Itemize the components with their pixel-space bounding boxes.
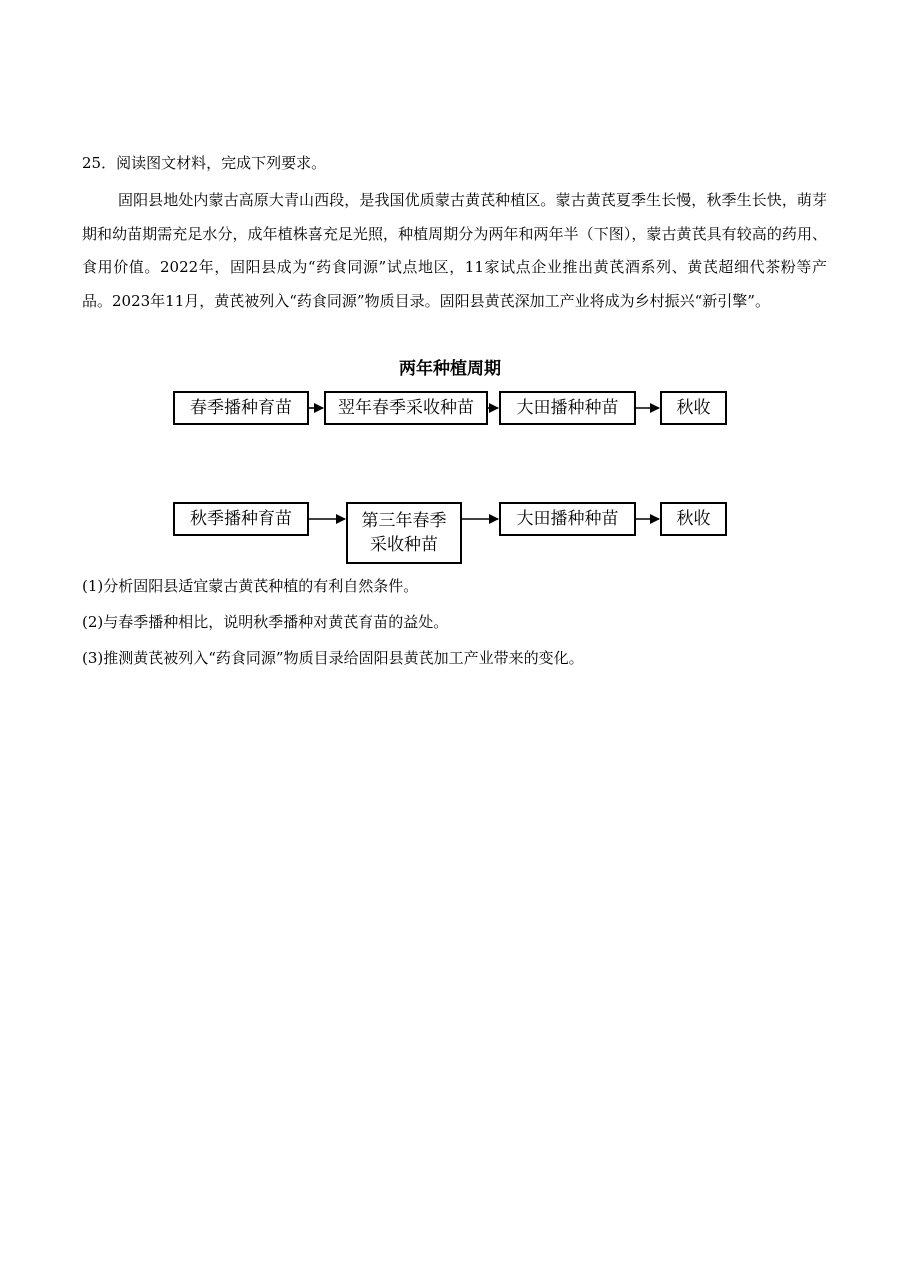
sub-question-2: (2)与春季播种相比，说明秋季播种对黄芪育苗的益处。 bbox=[82, 613, 449, 631]
flow-row2-step2-line1: 第三年春季 bbox=[361, 511, 447, 531]
flow-row2-step2-line2: 采收种苗 bbox=[370, 535, 438, 555]
question-passage: 固阳县地处内蒙古高原大青山西段，是我国优质蒙古黄芪种植区。蒙古黄芪夏季生长慢，秋季生长快，萌芽期和幼苗期需充足水分，成年植株喜充足光照，种植周期分为两年和两年半（下图），蒙古黄芪具有较高的药用、食用价值。2022年，固阳县成为“药食同源”试点地区，11家试点企业推出黄芪酒系列、黄芪超细代茶粉等产品。2023年11月，黄芪被列入“药食同源”物质目录。固阳县黄芪深加工产业将成为乡村振兴“新引擎”。 bbox=[82, 191, 827, 310]
flow-row1-step3: 大田播种种苗 bbox=[499, 391, 636, 425]
flowchart-title: 两年种植周期 bbox=[399, 359, 501, 379]
flow-row1-step2: 翌年春季采收种苗 bbox=[324, 391, 488, 425]
flow-row1-step4: 秋收 bbox=[660, 391, 727, 425]
flow-row2-step2 bbox=[346, 502, 462, 564]
sub-question-1: (1)分析固阳县适宜蒙古黄芪种植的有利自然条件。 bbox=[82, 577, 419, 595]
sub-question-3: (3)推测黄芪被列入“药食同源”物质目录给固阳县黄芪加工产业带来的变化。 bbox=[82, 649, 584, 667]
flow-row2-step1: 秋季播种育苗 bbox=[173, 502, 309, 536]
flow-row1-step1: 春季播种育苗 bbox=[173, 391, 309, 425]
flow-row2-step3: 大田播种种苗 bbox=[499, 502, 636, 536]
question-heading: 25．阅读图文材料，完成下列要求。 bbox=[82, 154, 327, 172]
flow-row2-step4: 秋收 bbox=[660, 502, 727, 536]
